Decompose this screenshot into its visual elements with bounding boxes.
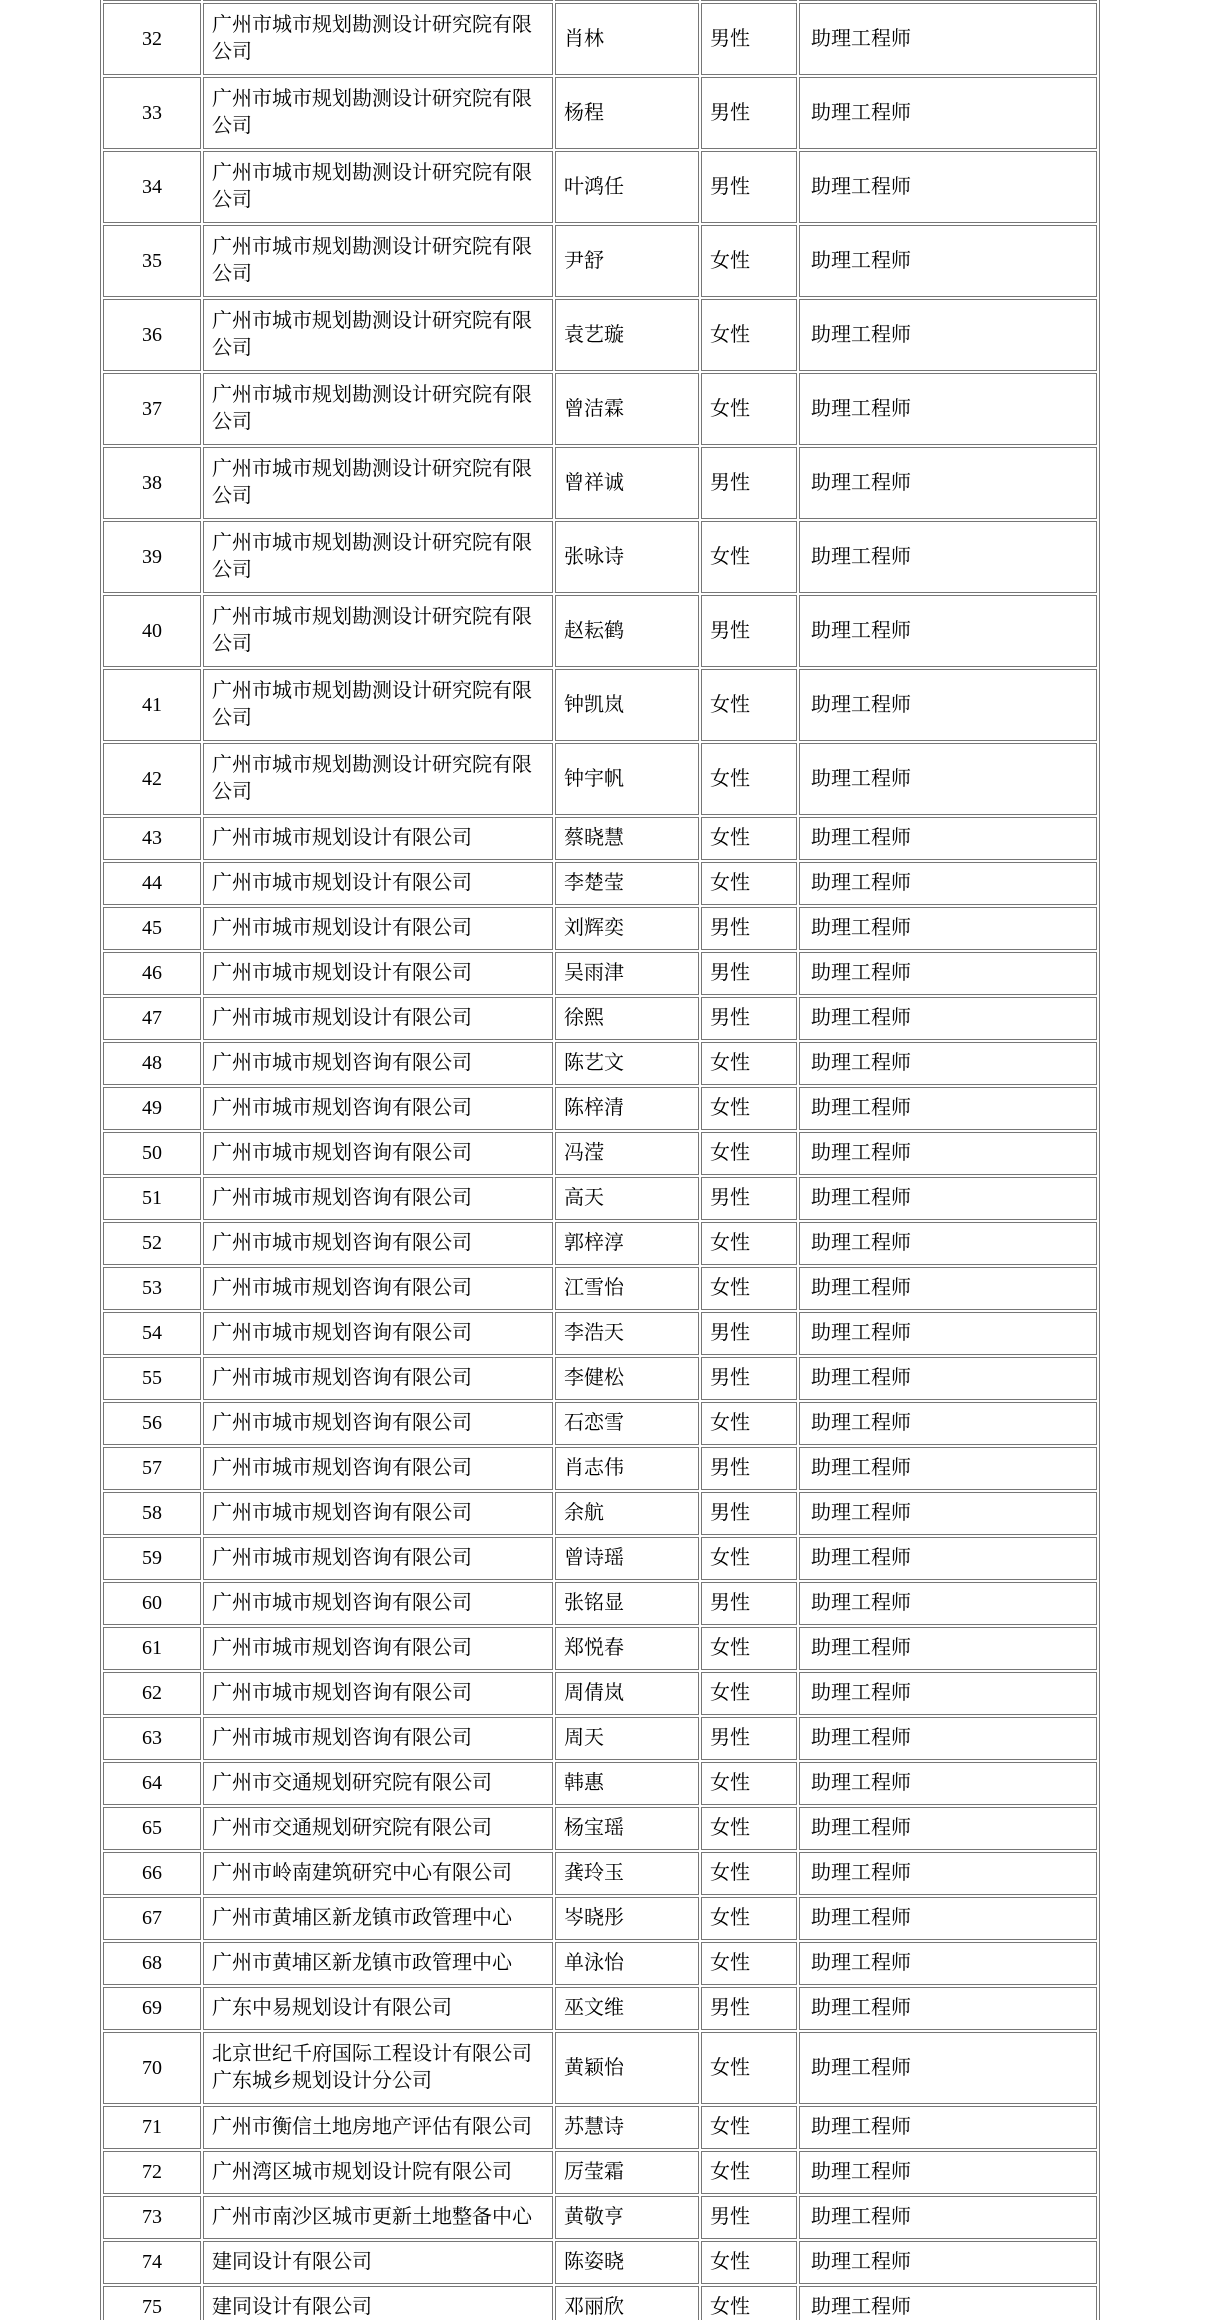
- cell-name: 李健松: [555, 1357, 699, 1400]
- cell-name: 韩惠: [555, 1762, 699, 1805]
- cell-num: 46: [103, 952, 201, 995]
- cell-title: 助理工程师: [799, 2151, 1097, 2194]
- cell-title: 助理工程师: [799, 669, 1097, 741]
- cell-name: 蔡晓慧: [555, 817, 699, 860]
- cell-num: 39: [103, 521, 201, 593]
- cell-gender: 男性: [701, 1492, 797, 1535]
- cell-name: 杨程: [555, 77, 699, 149]
- cell-name: 杨宝瑶: [555, 1807, 699, 1850]
- cell-title: 助理工程师: [799, 817, 1097, 860]
- cell-gender: 女性: [701, 1807, 797, 1850]
- table-row: [103, 1447, 1097, 1490]
- cell-title: 助理工程师: [799, 373, 1097, 445]
- cell-title: 助理工程师: [799, 907, 1097, 950]
- cell-num: 71: [103, 2106, 201, 2149]
- cell-title: 助理工程师: [799, 1132, 1097, 1175]
- cell-company: 北京世纪千府国际工程设计有限公司广东城乡规划设计分公司: [203, 2032, 553, 2104]
- cell-title: 助理工程师: [799, 447, 1097, 519]
- cell-company: 广州市城市规划设计有限公司: [203, 952, 553, 995]
- cell-num: 41: [103, 669, 201, 741]
- cell-company: 广州市城市规划咨询有限公司: [203, 1717, 553, 1760]
- cell-num: 70: [103, 2032, 201, 2104]
- cell-gender: 女性: [701, 817, 797, 860]
- table-row: [103, 817, 1097, 860]
- cell-name: 周天: [555, 1717, 699, 1760]
- cell-company: 广州市黄埔区新龙镇市政管理中心: [203, 1897, 553, 1940]
- cell-title: 助理工程师: [799, 952, 1097, 995]
- cell-company: 建同设计有限公司: [203, 2286, 553, 2320]
- cell-gender: 女性: [701, 1267, 797, 1310]
- cell-name: 苏慧诗: [555, 2106, 699, 2149]
- cell-name: 邓丽欣: [555, 2286, 699, 2320]
- cell-name: 陈艺文: [555, 1042, 699, 1085]
- cell-company: 广州市城市规划勘测设计研究院有限公司: [203, 743, 553, 815]
- cell-num: 60: [103, 1582, 201, 1625]
- cell-title: 助理工程师: [799, 1627, 1097, 1670]
- cell-num: 55: [103, 1357, 201, 1400]
- cell-company: 广州市城市规划勘测设计研究院有限公司: [203, 669, 553, 741]
- table-row: [103, 1132, 1097, 1175]
- cell-gender: 男性: [701, 1717, 797, 1760]
- cell-gender: 女性: [701, 1852, 797, 1895]
- cell-num: 57: [103, 1447, 201, 1490]
- cell-num: 59: [103, 1537, 201, 1580]
- cell-gender: 女性: [701, 669, 797, 741]
- cell-num: 45: [103, 907, 201, 950]
- cell-company: 广州湾区城市规划设计院有限公司: [203, 2151, 553, 2194]
- cell-gender: 男性: [701, 2196, 797, 2239]
- cell-title: 助理工程师: [799, 2196, 1097, 2239]
- table-row: [103, 1762, 1097, 1805]
- cell-gender: 女性: [701, 1402, 797, 1445]
- cell-gender: 男性: [701, 1177, 797, 1220]
- table-row: [103, 1852, 1097, 1895]
- cell-title: 助理工程师: [799, 1987, 1097, 2030]
- cell-company: 广州市城市规划咨询有限公司: [203, 1582, 553, 1625]
- cell-gender: 女性: [701, 1222, 797, 1265]
- table-row: [103, 1042, 1097, 1085]
- table-row: [103, 595, 1097, 667]
- table-row: [103, 1717, 1097, 1760]
- cell-gender: 女性: [701, 1087, 797, 1130]
- cell-num: 64: [103, 1762, 201, 1805]
- cell-num: 40: [103, 595, 201, 667]
- table-row: [103, 1897, 1097, 1940]
- cell-title: 助理工程师: [799, 862, 1097, 905]
- cell-company: 广州市衡信土地房地产评估有限公司: [203, 2106, 553, 2149]
- cell-company: 广州市交通规划研究院有限公司: [203, 1762, 553, 1805]
- cell-gender: 女性: [701, 2106, 797, 2149]
- cell-company: 广州市岭南建筑研究中心有限公司: [203, 1852, 553, 1895]
- table-row: [103, 2106, 1097, 2149]
- table-row: [103, 1222, 1097, 1265]
- table-row: [103, 3, 1097, 75]
- cell-company: 广州市城市规划咨询有限公司: [203, 1672, 553, 1715]
- cell-company: 广州市城市规划咨询有限公司: [203, 1042, 553, 1085]
- cell-company: 广州市城市规划咨询有限公司: [203, 1087, 553, 1130]
- cell-num: 37: [103, 373, 201, 445]
- cell-company: 广州市城市规划咨询有限公司: [203, 1222, 553, 1265]
- cell-gender: 女性: [701, 1672, 797, 1715]
- cell-name: 龚玲玉: [555, 1852, 699, 1895]
- table-row: [103, 1267, 1097, 1310]
- cell-gender: 女性: [701, 225, 797, 297]
- cell-num: 34: [103, 151, 201, 223]
- cell-gender: 男性: [701, 1987, 797, 2030]
- cell-name: 钟凯岚: [555, 669, 699, 741]
- table-row: [103, 862, 1097, 905]
- table-row: [103, 1627, 1097, 1670]
- cell-num: 49: [103, 1087, 201, 1130]
- table-row: [103, 952, 1097, 995]
- cell-name: 余航: [555, 1492, 699, 1535]
- cell-title: 助理工程师: [799, 1447, 1097, 1490]
- cell-name: 曾诗瑶: [555, 1537, 699, 1580]
- cell-gender: 男性: [701, 151, 797, 223]
- cell-title: 助理工程师: [799, 1267, 1097, 1310]
- table-row: [103, 225, 1097, 297]
- cell-num: [103, 0, 201, 1]
- cell-title: 助理工程师: [799, 2241, 1097, 2284]
- cell-num: 67: [103, 1897, 201, 1940]
- cell-name: 陈姿晓: [555, 2241, 699, 2284]
- cell-title: 助理工程师: [799, 3, 1097, 75]
- cell-gender: 男性: [701, 595, 797, 667]
- cell-num: 32: [103, 3, 201, 75]
- cell-title: 助理工程师: [799, 1177, 1097, 1220]
- cell-title: 助理工程师: [799, 1852, 1097, 1895]
- cell-name: 吴雨津: [555, 952, 699, 995]
- cell-num: 58: [103, 1492, 201, 1535]
- cell-company: 广州市城市规划设计有限公司: [203, 817, 553, 860]
- table-row: [103, 743, 1097, 815]
- cell-company: 广州市城市规划咨询有限公司: [203, 1492, 553, 1535]
- cell-company: [203, 0, 553, 1]
- cell-title: 助理工程师: [799, 1672, 1097, 1715]
- table-row: [103, 1987, 1097, 2030]
- cell-company: 广州市城市规划咨询有限公司: [203, 1312, 553, 1355]
- cell-title: 助理工程师: [799, 299, 1097, 371]
- table-row: [103, 1492, 1097, 1535]
- cell-name: 郑悦春: [555, 1627, 699, 1670]
- cell-gender: 女性: [701, 373, 797, 445]
- cell-company: 广州市城市规划咨询有限公司: [203, 1357, 553, 1400]
- cell-name: [555, 0, 699, 1]
- cell-name: 石恋雪: [555, 1402, 699, 1445]
- cell-company: 广州市城市规划咨询有限公司: [203, 1537, 553, 1580]
- cell-num: 73: [103, 2196, 201, 2239]
- table-row: [103, 2151, 1097, 2194]
- cell-name: 李浩天: [555, 1312, 699, 1355]
- partial-row-top: [103, 0, 1097, 1]
- cell-num: 65: [103, 1807, 201, 1850]
- cell-num: 36: [103, 299, 201, 371]
- cell-num: 35: [103, 225, 201, 297]
- cell-num: 44: [103, 862, 201, 905]
- cell-num: 63: [103, 1717, 201, 1760]
- table-row: [103, 2196, 1097, 2239]
- cell-name: 肖林: [555, 3, 699, 75]
- cell-gender: 女性: [701, 2151, 797, 2194]
- cell-title: 助理工程师: [799, 1357, 1097, 1400]
- cell-name: 单泳怡: [555, 1942, 699, 1985]
- table-row: [103, 1672, 1097, 1715]
- table-row: [103, 1942, 1097, 1985]
- cell-num: 33: [103, 77, 201, 149]
- cell-name: 江雪怡: [555, 1267, 699, 1310]
- cell-title: 助理工程师: [799, 1897, 1097, 1940]
- cell-num: 43: [103, 817, 201, 860]
- table-row: [103, 299, 1097, 371]
- cell-company: 广东中易规划设计有限公司: [203, 1987, 553, 2030]
- cell-num: 68: [103, 1942, 201, 1985]
- table-row: [103, 2241, 1097, 2284]
- cell-gender: 女性: [701, 1897, 797, 1940]
- cell-name: 高天: [555, 1177, 699, 1220]
- cell-company: 广州市城市规划咨询有限公司: [203, 1177, 553, 1220]
- table-row: [103, 2286, 1097, 2320]
- cell-name: 厉莹霜: [555, 2151, 699, 2194]
- cell-company: 广州市城市规划勘测设计研究院有限公司: [203, 225, 553, 297]
- cell-name: 肖志伟: [555, 1447, 699, 1490]
- cell-num: 50: [103, 1132, 201, 1175]
- table-row: [103, 521, 1097, 593]
- cell-num: 62: [103, 1672, 201, 1715]
- cell-num: 72: [103, 2151, 201, 2194]
- cell-title: 助理工程师: [799, 151, 1097, 223]
- cell-title: 助理工程师: [799, 77, 1097, 149]
- cell-num: 54: [103, 1312, 201, 1355]
- cell-gender: 男性: [701, 77, 797, 149]
- cell-title: 助理工程师: [799, 1492, 1097, 1535]
- cell-gender: 女性: [701, 1627, 797, 1670]
- cell-gender: 女性: [701, 1762, 797, 1805]
- table-row: [103, 1807, 1097, 1850]
- cell-name: 钟宇帆: [555, 743, 699, 815]
- cell-gender: 男性: [701, 1357, 797, 1400]
- cell-num: 47: [103, 997, 201, 1040]
- cell-title: 助理工程师: [799, 1312, 1097, 1355]
- cell-gender: 男性: [701, 952, 797, 995]
- table-row: [103, 1357, 1097, 1400]
- cell-company: 广州市城市规划咨询有限公司: [203, 1132, 553, 1175]
- cell-company: 广州市黄埔区新龙镇市政管理中心: [203, 1942, 553, 1985]
- cell-name: 叶鸿任: [555, 151, 699, 223]
- cell-title: 助理工程师: [799, 1582, 1097, 1625]
- cell-num: 74: [103, 2241, 201, 2284]
- cell-title: 助理工程师: [799, 521, 1097, 593]
- cell-title: 助理工程师: [799, 1402, 1097, 1445]
- cell-company: 广州市城市规划咨询有限公司: [203, 1402, 553, 1445]
- cell-company: 广州市城市规划勘测设计研究院有限公司: [203, 373, 553, 445]
- cell-name: 岑晓彤: [555, 1897, 699, 1940]
- cell-title: 助理工程师: [799, 1537, 1097, 1580]
- table-row: [103, 1177, 1097, 1220]
- roster-table: [100, 0, 1100, 2320]
- cell-company: 广州市南沙区城市更新土地整备中心: [203, 2196, 553, 2239]
- cell-company: 广州市城市规划咨询有限公司: [203, 1447, 553, 1490]
- cell-gender: 女性: [701, 743, 797, 815]
- cell-title: 助理工程师: [799, 1717, 1097, 1760]
- cell-company: 广州市城市规划勘测设计研究院有限公司: [203, 447, 553, 519]
- cell-title: 助理工程师: [799, 2106, 1097, 2149]
- cell-num: 61: [103, 1627, 201, 1670]
- cell-name: 周倩岚: [555, 1672, 699, 1715]
- table-row: [103, 373, 1097, 445]
- table-row: [103, 1402, 1097, 1445]
- cell-name: 陈梓清: [555, 1087, 699, 1130]
- cell-gender: 女性: [701, 1042, 797, 1085]
- cell-gender: 男性: [701, 1312, 797, 1355]
- cell-title: 助理工程师: [799, 743, 1097, 815]
- cell-company: 广州市城市规划勘测设计研究院有限公司: [203, 299, 553, 371]
- cell-title: 助理工程师: [799, 225, 1097, 297]
- cell-num: 52: [103, 1222, 201, 1265]
- cell-num: 48: [103, 1042, 201, 1085]
- cell-name: 冯滢: [555, 1132, 699, 1175]
- cell-company: 建同设计有限公司: [203, 2241, 553, 2284]
- cell-num: 75: [103, 2286, 201, 2320]
- cell-gender: 男性: [701, 907, 797, 950]
- cell-num: 56: [103, 1402, 201, 1445]
- cell-name: 巫文维: [555, 1987, 699, 2030]
- cell-gender: 女性: [701, 1132, 797, 1175]
- cell-company: 广州市城市规划设计有限公司: [203, 997, 553, 1040]
- cell-name: 刘辉奕: [555, 907, 699, 950]
- table-row: [103, 1087, 1097, 1130]
- cell-company: 广州市城市规划设计有限公司: [203, 907, 553, 950]
- table-row: [103, 997, 1097, 1040]
- cell-num: 53: [103, 1267, 201, 1310]
- cell-name: 袁艺璇: [555, 299, 699, 371]
- cell-gender: 女性: [701, 862, 797, 905]
- cell-name: 李楚莹: [555, 862, 699, 905]
- cell-gender: 男性: [701, 3, 797, 75]
- cell-gender: 女性: [701, 1942, 797, 1985]
- cell-num: 51: [103, 1177, 201, 1220]
- cell-gender: 男性: [701, 997, 797, 1040]
- cell-company: 广州市城市规划勘测设计研究院有限公司: [203, 595, 553, 667]
- cell-title: 助理工程师: [799, 1222, 1097, 1265]
- cell-company: 广州市城市规划勘测设计研究院有限公司: [203, 151, 553, 223]
- table-row: [103, 2032, 1097, 2104]
- cell-title: 助理工程师: [799, 1087, 1097, 1130]
- cell-name: 黄颖怡: [555, 2032, 699, 2104]
- cell-title: 助理工程师: [799, 1807, 1097, 1850]
- table-row: [103, 1312, 1097, 1355]
- cell-name: 黄敬亨: [555, 2196, 699, 2239]
- cell-title: 助理工程师: [799, 997, 1097, 1040]
- cell-name: 徐熙: [555, 997, 699, 1040]
- cell-num: 66: [103, 1852, 201, 1895]
- cell-name: 曾洁霖: [555, 373, 699, 445]
- table-row: [103, 151, 1097, 223]
- cell-name: 张铭显: [555, 1582, 699, 1625]
- cell-title: 助理工程师: [799, 595, 1097, 667]
- cell-company: 广州市城市规划咨询有限公司: [203, 1267, 553, 1310]
- cell-company: 广州市交通规划研究院有限公司: [203, 1807, 553, 1850]
- table-row: [103, 1537, 1097, 1580]
- cell-company: 广州市城市规划设计有限公司: [203, 862, 553, 905]
- cell-num: 69: [103, 1987, 201, 2030]
- cell-title: 助理工程师: [799, 2032, 1097, 2104]
- cell-title: [799, 0, 1097, 1]
- cell-title: 助理工程师: [799, 1762, 1097, 1805]
- cell-name: 张咏诗: [555, 521, 699, 593]
- cell-num: 38: [103, 447, 201, 519]
- cell-gender: 男性: [701, 447, 797, 519]
- cell-name: 郭梓淳: [555, 1222, 699, 1265]
- cell-name: 赵耘鹤: [555, 595, 699, 667]
- cell-gender: 女性: [701, 2032, 797, 2104]
- table-row: [103, 669, 1097, 741]
- cell-company: 广州市城市规划勘测设计研究院有限公司: [203, 3, 553, 75]
- cell-gender: 女性: [701, 2286, 797, 2320]
- cell-num: 42: [103, 743, 201, 815]
- cell-title: 助理工程师: [799, 1042, 1097, 1085]
- cell-title: 助理工程师: [799, 2286, 1097, 2320]
- cell-gender: 女性: [701, 2241, 797, 2284]
- table-row: [103, 1582, 1097, 1625]
- cell-gender: 男性: [701, 1447, 797, 1490]
- table-row: [103, 907, 1097, 950]
- cell-title: 助理工程师: [799, 1942, 1097, 1985]
- cell-company: 广州市城市规划咨询有限公司: [203, 1627, 553, 1670]
- table-row: [103, 77, 1097, 149]
- roster-table-body: [103, 0, 1097, 2320]
- table-row: [103, 447, 1097, 519]
- cell-gender: 男性: [701, 1582, 797, 1625]
- cell-gender: 女性: [701, 1537, 797, 1580]
- cell-gender: 女性: [701, 521, 797, 593]
- cell-name: 曾祥诚: [555, 447, 699, 519]
- cell-gender: [701, 0, 797, 1]
- cell-gender: 女性: [701, 299, 797, 371]
- cell-name: 尹舒: [555, 225, 699, 297]
- cell-company: 广州市城市规划勘测设计研究院有限公司: [203, 77, 553, 149]
- cell-company: 广州市城市规划勘测设计研究院有限公司: [203, 521, 553, 593]
